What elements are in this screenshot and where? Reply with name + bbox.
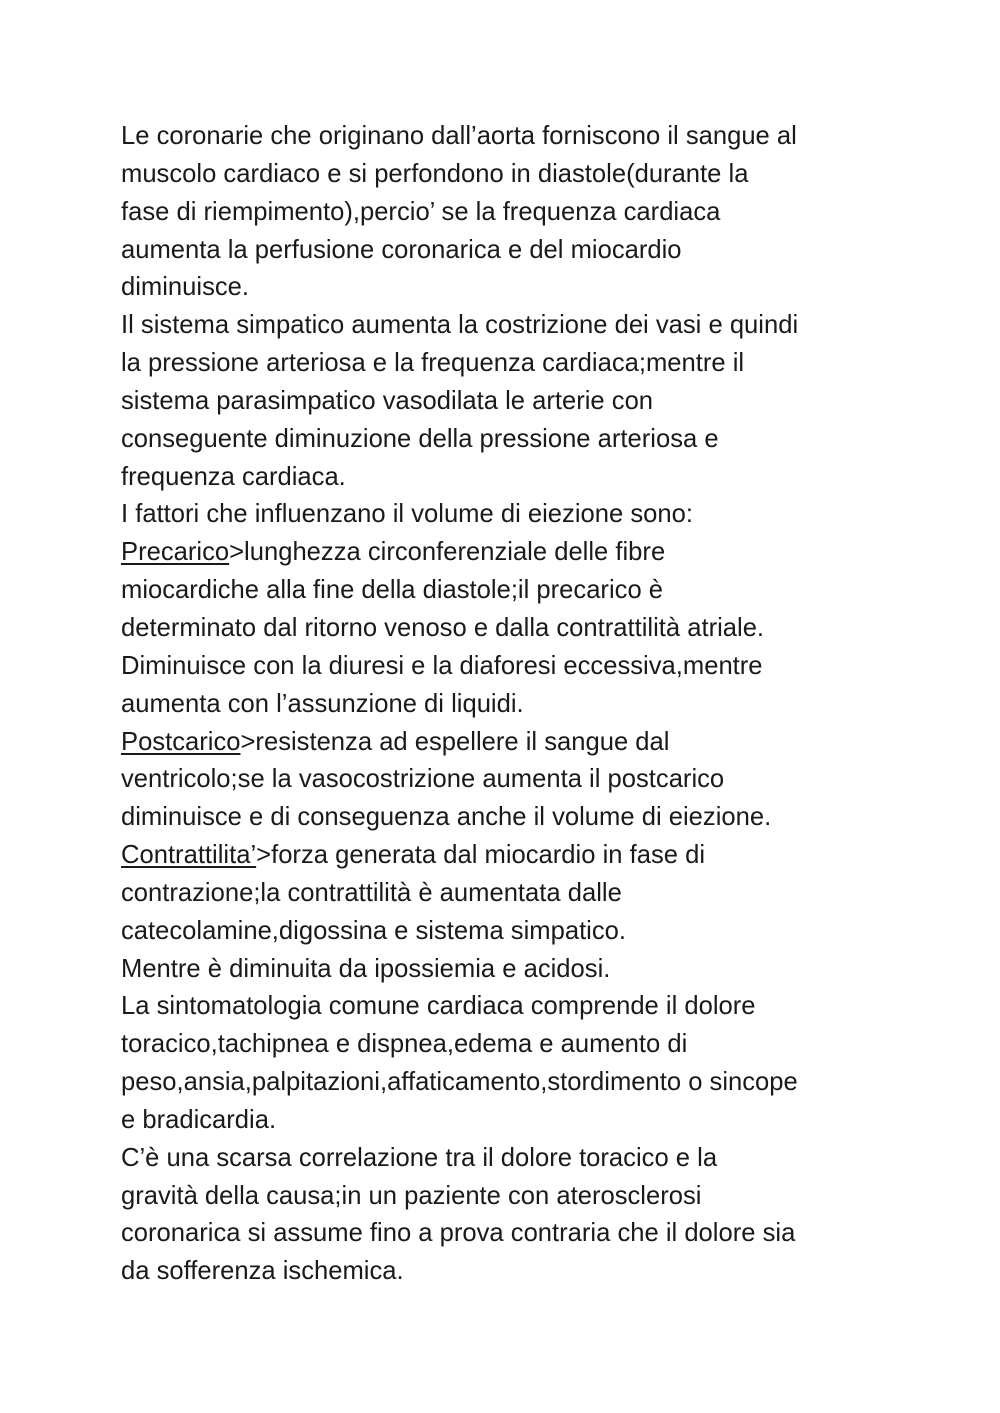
text-line: Le coronarie che originano dall’aorta forniscono il sangue al [121,122,797,150]
text-line: Il sistema simpatico aumenta la costrizione dei vasi e quindi [121,311,799,340]
text-line: conseguente diminuzione della pressione arteriosa e [121,424,719,453]
text-line: coronarica si assume fino a prova contraria che il dolore sia [121,1219,796,1248]
text-line: Diminuisce con la diuresi e la diaforesi eccessiva,mentre [121,651,763,680]
text-line: aumenta la perfusione coronarica e del miocardio [121,235,682,264]
term-definition: >forza generata dal miocardio in fase di [256,841,706,870]
text-line: Mentre è diminuita da ipossiemia e acidosi. [121,954,611,983]
text-line: fase di riempimento),percio’ se la frequenza cardiaca [121,197,721,226]
text-line: sistema parasimpatico vasodilata le arterie con [121,386,654,415]
underlined-term: Contrattilita’ [121,841,257,870]
text-line: e bradicardia. [121,1105,277,1134]
text-line: la pressione arteriosa e la frequenza cardiaca;mentre il [121,349,745,378]
text-line: La sintomatologia comune cardiaca comprende il dolore [121,992,756,1021]
text-line: diminuisce e di conseguenza anche il volume di eiezione. [121,803,772,832]
body-text [121,118,901,1291]
text-line: frequenza cardiaca. [121,462,346,491]
term-definition: >resistenza ad espellere il sangue dal [240,727,670,756]
text-line: aumenta con l’assunzione di liquidi. [121,689,524,718]
text-line: peso,ansia,palpitazioni,affaticamento,stordimento o sincope [121,1068,798,1097]
text-line [121,837,901,875]
text-line: toracico,tachipnea e dispnea,edema e aumento di [121,1030,688,1059]
text-line [121,724,901,762]
text-line: catecolamine,digossina e sistema simpatico. [121,916,627,945]
text-line: I fattori che influenzano il volume di eiezione sono: [121,500,693,529]
underlined-term: Precarico [121,538,230,567]
text-line: C’è una scarsa correlazione tra il dolore toracico e la [121,1143,718,1172]
text-line [121,534,901,572]
underlined-term: Postcarico [121,727,241,756]
term-definition: >lunghezza circonferenziale delle fibre [229,538,666,567]
text-line: da sofferenza ischemica. [121,1257,404,1286]
text-line: ventricolo;se la vasocostrizione aumenta il postcarico [121,765,725,794]
text-line: determinato dal ritorno venoso e dalla contrattilità atriale. [121,613,765,642]
text-line: muscolo cardiaco e si perfondono in diastole(durante la [121,159,749,188]
text-line: gravità della causa;in un paziente con aterosclerosi [121,1181,702,1210]
text-line: contrazione;la contrattilità è aumentata dalle [121,878,622,907]
text-line: miocardiche alla fine della diastole;il precarico è [121,576,664,605]
text-line: diminuisce. [121,273,250,302]
